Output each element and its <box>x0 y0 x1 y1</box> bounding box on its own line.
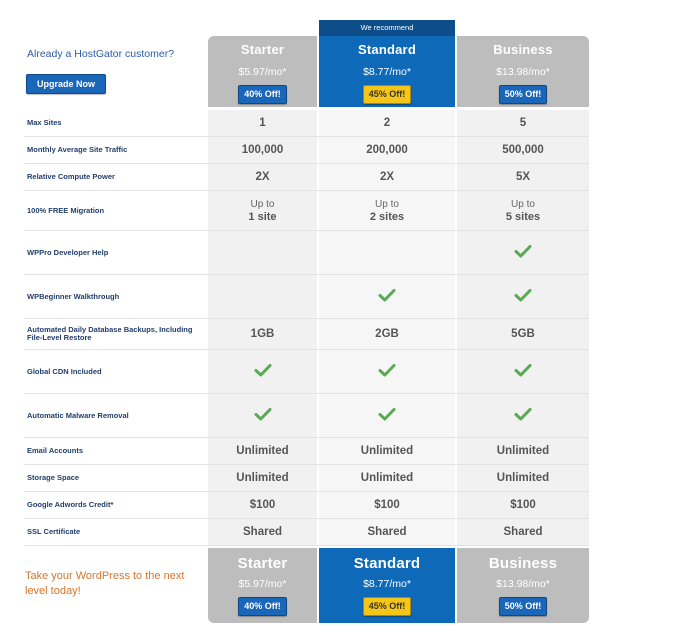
plan-name: Standard <box>358 42 416 57</box>
feature-label: WPBeginner Walkthrough <box>27 291 120 301</box>
plan-footer-standard <box>319 548 455 623</box>
feature-cell <box>208 394 317 437</box>
feature-row-monthly-average-site-traffic <box>24 137 589 164</box>
checkmark-icon <box>514 244 532 261</box>
feature-cell <box>208 275 317 318</box>
discount-badge-button[interactable]: 50% Off! <box>499 597 548 616</box>
cell-value: 1 site <box>248 210 277 223</box>
plan-name: Starter <box>240 42 285 57</box>
feature-cell: Unlimited <box>208 465 317 491</box>
cell-prefix: Up to <box>250 198 275 210</box>
plan-name: Standard <box>353 555 421 572</box>
feature-label: WPPro Developer Help <box>27 247 109 257</box>
feature-cell: Unlimited <box>319 438 455 464</box>
feature-cell: 5GB <box>457 319 589 349</box>
feature-cell: Unlimited <box>319 465 455 491</box>
feature-row-100-free-migration <box>24 191 589 231</box>
feature-row-automated-daily-database-backups-including-file-level-restore <box>24 319 589 350</box>
existing-customer-text: Already a HostGator customer? <box>27 48 175 60</box>
discount-badge-button[interactable]: 40% Off! <box>238 597 287 616</box>
plan-price: $5.97/mo* <box>238 66 287 78</box>
feature-cell: $100 <box>208 492 317 518</box>
feature-label: SSL Certificate <box>27 527 81 536</box>
feature-cell <box>208 191 317 230</box>
feature-label: Automated Daily Database Backups, Including File-Level Restore <box>27 325 193 342</box>
feature-row-storage-space <box>24 465 589 492</box>
feature-label: Storage Space <box>27 473 80 482</box>
feature-label: Automatic Malware Removal <box>27 410 129 420</box>
feature-row-global-cdn-included <box>24 350 589 394</box>
feature-cell <box>319 231 455 274</box>
plan-price: $8.77/mo* <box>363 66 411 78</box>
feature-cell: 1GB <box>208 319 317 349</box>
cell-value: 2 sites <box>369 210 405 223</box>
feature-row-ssl-certificate <box>24 519 589 546</box>
feature-cell: 200,000 <box>319 137 455 163</box>
recommend-banner: We recommend <box>319 20 455 36</box>
feature-label: Relative Compute Power <box>27 172 115 181</box>
plan-footer-business <box>457 548 589 623</box>
feature-cell <box>319 394 455 437</box>
checkmark-icon <box>514 407 532 424</box>
plan-name: Business <box>493 42 553 57</box>
plan-name: Business <box>488 555 558 572</box>
checkmark-icon <box>254 363 272 380</box>
feature-label: Max Sites <box>27 118 62 127</box>
feature-cell: 2X <box>319 164 455 190</box>
feature-cell <box>208 231 317 274</box>
feature-cell: Unlimited <box>457 438 589 464</box>
plan-price: $8.77/mo* <box>363 578 411 590</box>
feature-label: Google Adwords Credit* <box>27 500 114 509</box>
feature-row-wpbeginner-walkthrough <box>24 275 589 319</box>
plan-footer-starter <box>208 548 317 623</box>
feature-cell: Shared <box>457 519 589 545</box>
feature-row-automatic-malware-removal <box>24 394 589 438</box>
plan-header-standard <box>319 36 455 107</box>
checkmark-icon <box>378 363 396 380</box>
feature-cell: Shared <box>208 519 317 545</box>
feature-cell: 100,000 <box>208 137 317 163</box>
discount-badge-button[interactable]: 50% Off! <box>499 85 548 104</box>
feature-cell: 1 <box>208 110 317 136</box>
plan-price: $5.97/mo* <box>238 578 287 590</box>
feature-label: Global CDN Included <box>27 366 102 376</box>
feature-row-wppro-developer-help <box>24 231 589 275</box>
plan-price: $13.98/mo* <box>496 578 550 590</box>
feature-cell <box>319 191 455 230</box>
checkmark-icon <box>378 288 396 305</box>
cell-prefix: Up to <box>511 198 535 210</box>
cell-value: 5 sites <box>505 210 541 223</box>
feature-cell <box>457 191 589 230</box>
feature-cell <box>208 350 317 393</box>
feature-label: Monthly Average Site Traffic <box>27 145 128 154</box>
plan-price: $13.98/mo* <box>496 66 550 78</box>
feature-row-max-sites <box>24 110 589 137</box>
checkmark-icon <box>254 407 272 424</box>
feature-cell: $100 <box>457 492 589 518</box>
feature-cell <box>457 394 589 437</box>
feature-row-relative-compute-power <box>24 164 589 191</box>
feature-row-email-accounts <box>24 438 589 465</box>
feature-cell: 2GB <box>319 319 455 349</box>
feature-cell: Shared <box>319 519 455 545</box>
feature-cell <box>457 231 589 274</box>
feature-cell: 500,000 <box>457 137 589 163</box>
plan-header-starter <box>208 36 317 107</box>
feature-cell <box>457 350 589 393</box>
feature-cell: Unlimited <box>457 465 589 491</box>
feature-cell: 5X <box>457 164 589 190</box>
discount-badge-button[interactable]: 45% Off! <box>363 597 412 616</box>
feature-label: Email Accounts <box>27 446 83 455</box>
checkmark-icon <box>378 407 396 424</box>
feature-cell: 2X <box>208 164 317 190</box>
feature-cell <box>319 350 455 393</box>
feature-cell: $100 <box>319 492 455 518</box>
cell-prefix: Up to <box>375 198 399 210</box>
feature-label: 100% FREE Migration <box>27 205 105 215</box>
discount-badge-button[interactable]: 40% Off! <box>238 85 287 104</box>
feature-cell: 5 <box>457 110 589 136</box>
plan-header-business <box>457 36 589 107</box>
checkmark-icon <box>514 363 532 380</box>
feature-cell <box>319 275 455 318</box>
feature-cell: 2 <box>319 110 455 136</box>
feature-cell <box>457 275 589 318</box>
upgrade-now-button[interactable]: Upgrade Now <box>26 74 106 94</box>
discount-badge-button[interactable]: 45% Off! <box>363 85 412 104</box>
plan-name: Starter <box>237 555 288 572</box>
feature-row-google-adwords-credit <box>24 492 589 519</box>
checkmark-icon <box>514 288 532 305</box>
footer-tagline: Take your WordPress to the next level today! <box>25 570 185 597</box>
feature-cell: Unlimited <box>208 438 317 464</box>
